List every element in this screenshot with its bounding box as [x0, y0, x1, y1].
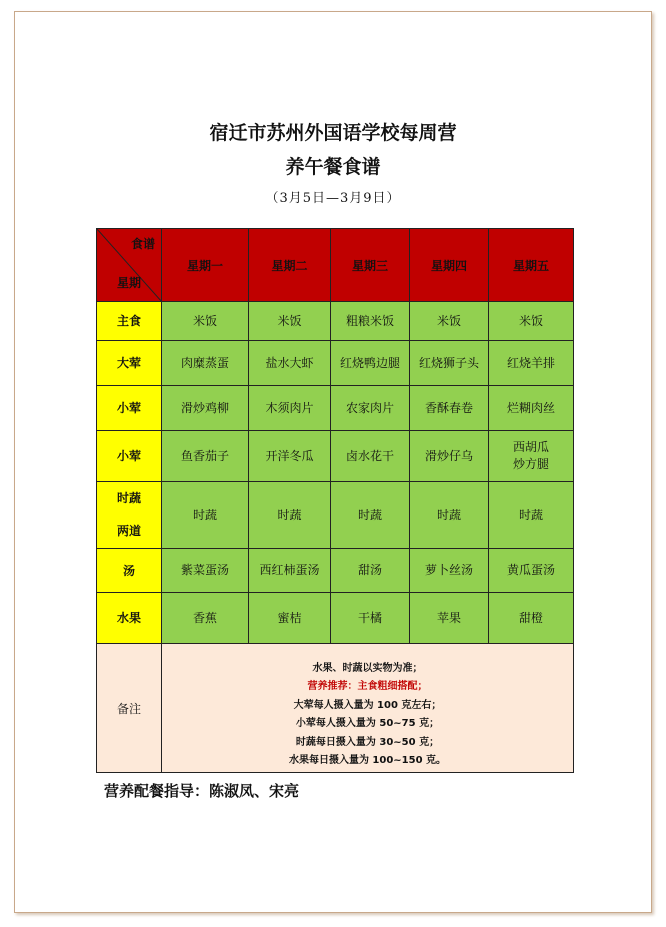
menu-row-fruit [97, 593, 574, 644]
menu-item: 卤水花干 [331, 431, 410, 482]
corner-label-menu: 食谱 [130, 237, 155, 251]
row-label: 小荤 [97, 386, 162, 431]
menu-item: 滑炒仔乌 [410, 431, 489, 482]
menu-item: 米饭 [410, 302, 489, 341]
menu-row-side-meat-1 [97, 386, 574, 431]
note-line-highlight: 营养推荐：主食粗细搭配； [307, 681, 428, 692]
day-header: 星期四 [410, 229, 489, 302]
lunch-menu-table [96, 228, 574, 773]
nutrition-guidance-footer: 营养配餐指导：陈淑凤、宋亮 [104, 782, 300, 800]
row-label: 水果 [97, 593, 162, 644]
row-label: 时蔬 两道 [97, 482, 162, 549]
corner-label-weekday: 星期 [117, 276, 142, 290]
menu-item: 萝卜丝汤 [410, 549, 489, 593]
menu-item: 红烧鸭边腿 [331, 341, 410, 386]
note-line: 大荤每人摄入量为 100 克左右； [293, 699, 442, 711]
menu-item: 鱼香茄子 [162, 431, 249, 482]
row-label: 主食 [97, 302, 162, 341]
menu-item: 米饭 [249, 302, 331, 341]
menu-item: 甜橙 [489, 593, 574, 644]
header-row [97, 229, 574, 302]
menu-item: 时蔬 [162, 482, 249, 549]
note-line: 水果每日摄入量为 100~150 克。 [288, 755, 447, 766]
row-label: 汤 [97, 549, 162, 593]
menu-item: 蜜桔 [249, 593, 331, 644]
menu-row-main-meat [97, 341, 574, 386]
menu-item: 时蔬 [331, 482, 410, 549]
menu-item: 红烧狮子头 [410, 341, 489, 386]
note-line: 小荤每人摄入量为 50~75 克； [295, 718, 440, 729]
menu-item: 滑炒鸡柳 [162, 386, 249, 431]
menu-row-side-meat-2 [97, 431, 574, 482]
menu-item: 时蔬 [489, 482, 574, 549]
note-line: 时蔬每日摄入量为 30~50 克； [295, 736, 440, 748]
menu-item: 烂糊肉丝 [489, 386, 574, 431]
notes-body [162, 644, 574, 773]
notes-row [97, 644, 574, 773]
menu-row-staple [97, 302, 574, 341]
menu-item: 时蔬 [410, 482, 489, 549]
menu-item: 肉糜蒸蛋 [162, 341, 249, 386]
date-range: （3月5日—3月9日） [265, 191, 401, 206]
day-header: 星期三 [331, 229, 410, 302]
menu-item: 苹果 [410, 593, 489, 644]
menu-item: 盐水大虾 [249, 341, 331, 386]
menu-item: 甜汤 [331, 549, 410, 593]
menu-item: 米饭 [489, 302, 574, 341]
day-header: 星期五 [489, 229, 574, 302]
menu-title-line1: 宿迁市苏州外国语学校每周营 [209, 122, 457, 144]
menu-title-line2: 养午餐食谱 [285, 156, 381, 178]
menu-item: 开洋冬瓜 [249, 431, 331, 482]
menu-item: 香酥春卷 [410, 386, 489, 431]
menu-item: 紫菜蛋汤 [162, 549, 249, 593]
day-header: 星期二 [249, 229, 331, 302]
notes-label: 备注 [97, 644, 162, 773]
menu-row-vegetables [97, 482, 574, 549]
note-line: 水果、时蔬以实物为准； [312, 662, 423, 674]
menu-item: 木须肉片 [249, 386, 331, 431]
menu-item: 时蔬 [249, 482, 331, 549]
row-label: 大荤 [97, 341, 162, 386]
menu-item: 西红柿蛋汤 [249, 549, 331, 593]
corner-cell [97, 229, 162, 302]
menu-item: 干橘 [331, 593, 410, 644]
menu-item: 红烧羊排 [489, 341, 574, 386]
row-label: 小荤 [97, 431, 162, 482]
menu-item: 米饭 [162, 302, 249, 341]
menu-item: 西胡瓜 炒方腿 [489, 431, 574, 482]
day-header: 星期一 [162, 229, 249, 302]
menu-item: 黄瓜蛋汤 [489, 549, 574, 593]
menu-row-soup [97, 549, 574, 593]
menu-item: 香蕉 [162, 593, 249, 644]
menu-item: 粗粮米饭 [331, 302, 410, 341]
menu-item: 农家肉片 [331, 386, 410, 431]
